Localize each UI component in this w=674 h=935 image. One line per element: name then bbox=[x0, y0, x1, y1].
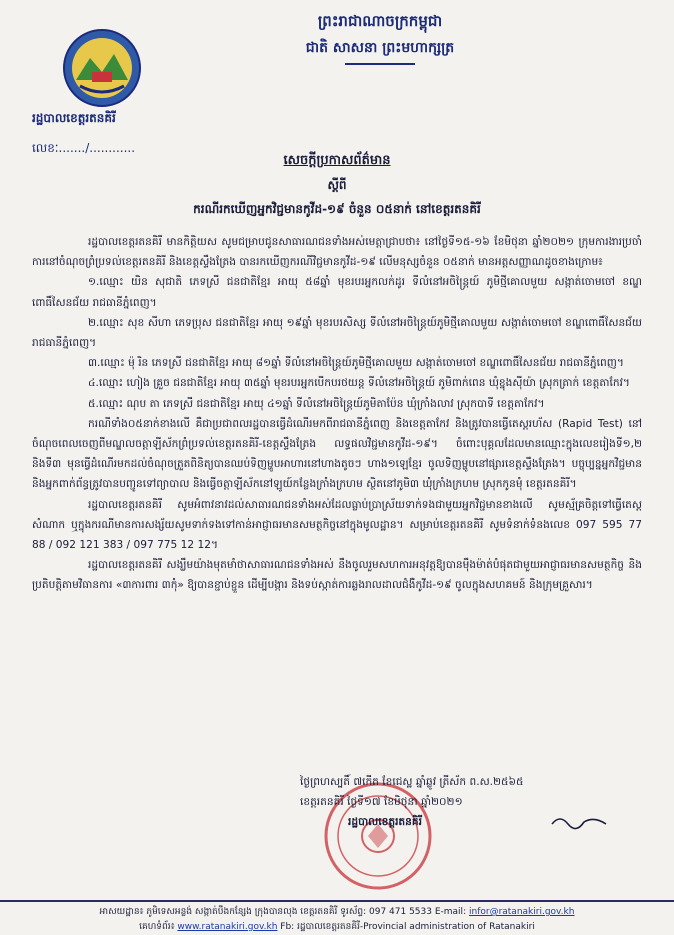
footer-address bbox=[0, 906, 674, 919]
footer-web-prefix: គេហទំព័រ៖ bbox=[139, 922, 175, 932]
issuing-organization: រដ្ឋបាលខេត្តរតនគិរី bbox=[32, 111, 116, 125]
page-footer bbox=[0, 900, 674, 934]
provincial-emblem-logo bbox=[62, 28, 142, 108]
email-link[interactable]: infor@ratanakiri.gov.kh bbox=[468, 907, 575, 917]
appeal-paragraph: រដ្ឋបាលខេត្តរតនគិរី សូមអំពាវនាវដល់សាធារណជនទាំងអស់ដែលធ្លាប់ប្រាស្រ័យទាក់ទងជាមួយអ្នកវិជ្ជមានខាងលើ សូមស្ម័គ្រចិត្តទៅធ្វើតេស្តសំណាក ឬក្នុងករណីមានការសង្ស័យសូមទាក់ទងទៅកាន់អាជ្ញាធរមានសមត្ថកិច្ចនៅក្នុងមូលដ្ឋាន។ សម្រាប់ខេត្តរតនគិរី សូមទំនាក់ទំនងលេខ 097 595 77 88 / 092 121 383 / 097 775 12 12។ bbox=[32, 498, 642, 552]
reference-number: លេខៈ......./............ bbox=[32, 141, 136, 155]
facebook-text: Fb: រដ្ឋបាលខេត្តរតនគិរី-Provincial administration of Ratanakiri bbox=[280, 922, 535, 932]
website-link[interactable]: www.ratanakiri.gov.kh bbox=[177, 922, 278, 932]
document-body bbox=[32, 232, 642, 596]
case-item-5: ៥.ឈ្មោះ ណុប តា ភេទស្រី ជនជាតិខ្មែរ អាយុ ៤១ឆ្នាំ ទីលំនៅអចិន្ត្រៃយ៍ភូមិតាប៉ែន ឃុំក្រាំងលាវ ស្រុកបាទី ខេត្តតាកែវ។ bbox=[88, 397, 545, 410]
details-paragraph: ករណីទាំង០៥នាក់ខាងលើ គឺជាប្រជាពលរដ្ឋបានធ្វើដំណើរមកពីរាជធានីភ្នំពេញ និងខេត្តតាកែវ និងត្រូវបានធ្វើតេស្តរហ័ស (Rapid Test) នៅចំណុចពេលចេញពីមណ្ឌលចត្តាឡីស័កព្រំប្រទល់ខេត្តរតនគិរី-ខេត្តស្ទឹងត្រែង លទ្ធផលវិជ្ជមានកូវីដ-១៩។ ចំពោះបុគ្គលដែលមានឈ្មោះក្នុងលេខរៀងទី១,២ និងទី៣ មុនធ្វើដំណើរមកដល់ចំណុចត្រួតពិនិត្យបានឈប់ទិញម្ហូបអាហារនៅហាងតូចៗ ហាង១ឡេខ្មែរ ចូលទិញម្ហូបនៅផ្សារខេត្តស្ទឹងត្រែង។ បច្ចុប្បន្នអ្នកវិជ្ជមាន និងអ្នកពាក់ព័ន្ធត្រូវបានបញ្ជូនទៅព្យាបាល និងធ្វើចត្តាឡីស័កនៅឡូយ៍កន្លែងក្រាំងក្រហម ស្ថិតនៅភូមិ៣ ឃុំក្រាំងក្រហម ស្រុកកូនមុំ ខេត្តរតនគិរី។ bbox=[32, 417, 642, 491]
footer-address-text: អាសយដ្ឋាន៖ ភូមិទេសអន្លង់ សង្កាត់បឹងកន្សែង ក្រុងបានលុង ខេត្តរតនគិរី ទូរស័ព្ទ: 097 471 5533 E-mail: bbox=[99, 907, 467, 917]
intro-paragraph: រដ្ឋបាលខេត្តរតនគិរី មានកិត្តិយស សូមជម្រាបជូនសាធារណជនទាំងអស់មេត្តាជ្រាបថា៖ នៅថ្ងៃទី១៥-១៦ ខែមិថុនា ឆ្នាំ២០២១ ក្រុមការងារប្រចាំការនៅចំណុចព្រំប្រទល់ខេត្តរតនគិរី និងខេត្តស្ទឹងត្រែង បានរកឃើញករណីវិជ្ជមានកូវីដ-១៩ លើមនុស្សចំនួន ០៥នាក់ មានអត្តសញ្ញាណដូចខាងក្រោម៖ bbox=[32, 236, 642, 269]
case-item-2: ២.ឈ្មោះ សុខ សីហា ភេទប្រុស ជនជាតិខ្មែរ អាយុ ១៩ឆ្នាំ មុខរបរសិស្ស ទីលំនៅអចិន្ត្រៃយ៍ភូមិថ្មីគោលមួយ សង្កាត់ចោមចៅ ខណ្ឌពោធិ៍សែនជ័យ រាជធានីភ្នំពេញ។ bbox=[32, 316, 642, 350]
national-motto: ជាតិ សាសនា ព្រះមហាក្សត្រ bbox=[305, 40, 455, 56]
handwritten-signature bbox=[550, 812, 610, 830]
case-item-4: ៤.ឈ្មោះ ហៀង គ្រួច ជនជាតិខ្មែរ អាយុ ៣៥ឆ្នាំ មុខរបរអ្នកបើកបរថយន្ត ទីលំនៅអចិន្ត្រៃយ៍ ភូមិពាក់ពេន ឃុំខ្នុងស៊ីយ៉ា ស្រុកត្រាក់ ខេត្តតាកែវ។ bbox=[88, 377, 630, 390]
case-item-1: ១.ឈ្មោះ យិន សុជាតិ ភេទស្រី ជនជាតិខ្មែរ អាយុ ៥៨ឆ្នាំ មុខរបរអ្នកលក់ដូរ ទីលំនៅអចិន្ត្រៃយ៍ ភូមិថ្មីគោលមួយ សង្កាត់ចោមចៅ ខណ្ឌពោធិ៍សែនជ័យ រាជធានីភ្នំពេញ។ bbox=[32, 276, 642, 309]
signature-block bbox=[300, 772, 620, 832]
place-and-date: ខេត្តរតនគិរី ថ្ងៃទី១៧ ខែមិថុនា ឆ្នាំ២០២១ bbox=[300, 796, 463, 808]
ornament-divider bbox=[345, 63, 415, 65]
case-item-3: ៣.ឈ្មោះ ម៉ុ រិន ភេទស្រី ជនជាតិខ្មែរ អាយុ ៨១ឆ្នាំ ទីលំនៅអចិន្ត្រៃយ៍ភូមិថ្មីគោលមួយ សង្កាត់ចោមចៅ ខណ្ឌពោធិ៍សែនជ័យ រាជធានីភ្នំពេញ។ bbox=[88, 357, 624, 370]
title-announcement: សេចក្តីប្រកាសព័ត៌មាន bbox=[283, 153, 391, 168]
footer-web bbox=[0, 921, 674, 934]
title-regarding: ស្តីពី bbox=[327, 178, 347, 192]
signer-title: រដ្ឋបាលខេត្តរតនគិរី bbox=[348, 816, 422, 828]
title-subject: ករណីរកឃើញអ្នកវិជ្ជមានកូវីដ-១៩ ចំនួន ០៥នាក់ នៅខេត្តរតនគិរី bbox=[193, 202, 481, 216]
kingdom-name: ព្រះរាជាណាចក្រកម្ពុជា bbox=[317, 12, 443, 30]
closing-paragraph: រដ្ឋបាលខេត្តរតនគិរី សង្ឃឹមយ៉ាងមុតមាំថាសាធារណជនទាំងអស់ នឹងចូលរួមសហការអនុវត្តឱ្យបានម៉ឹងម៉ាត់បំផុតជាមួយអាជ្ញាធរមានសមត្ថកិច្ច និងប្រតិបត្តិតាមវិធានការ «៣ការពារ ៣កុំ» ឱ្យបានខ្ជាប់ខ្ជួន ដើម្បីបង្ការ និងទប់ស្កាត់ការឆ្លងរាលដាលជំងឺកូវីដ-១៩ ចូលក្នុងសហគមន៍ និងក្រុមគ្រួសារ។ bbox=[32, 559, 642, 592]
letterhead-kingdom bbox=[230, 12, 530, 65]
document-title bbox=[0, 152, 674, 219]
lunar-date: ថ្ងៃព្រហស្បតិ៍ ៧កើត ខែជេស្ឋ ឆ្នាំឆ្លូវ ត្រីស័ក ព.ស.២៥៦៥ bbox=[300, 776, 524, 788]
